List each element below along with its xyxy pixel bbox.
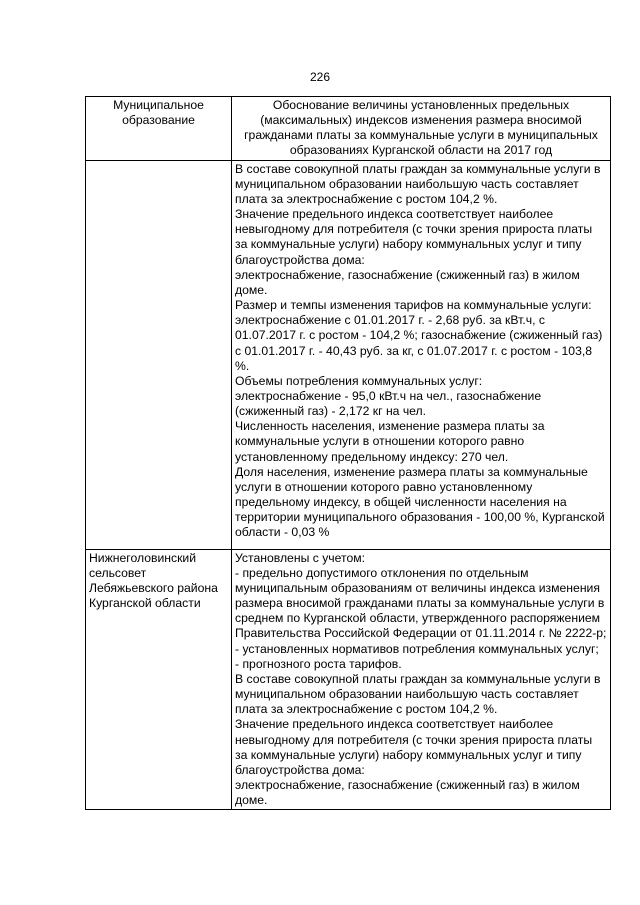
paragraph: - прогнозного роста тарифов. bbox=[235, 656, 402, 671]
paragraph: электроснабжение, газоснабжение (сжиженный газ) в жилом доме. bbox=[235, 267, 580, 297]
paragraph: Установлены с учетом: bbox=[235, 550, 365, 565]
justification-table bbox=[85, 96, 611, 810]
page-number: 226 bbox=[309, 70, 331, 84]
municipality-cell bbox=[86, 160, 232, 549]
paragraph: - предельно допустимого отклонения по отдельным муниципальным образованиям от величины индекса изменения размера вносимой гражданами платы за коммунальные услуги в среднем по Курганской области, утвержденного распоряжением Правительства Российской Федерации от 01.11.2014 г. № 2222-р; bbox=[235, 565, 607, 641]
paragraph: Доля населения, изменение размера платы за коммунальные услуги в отношении которого равно установленному предельному индексу, в общей численности населения на территории муниципального образования - 100,00 %, Курганской области - 0,03 % bbox=[235, 464, 605, 540]
table-row bbox=[86, 160, 611, 549]
table-row bbox=[86, 549, 611, 810]
paragraph: В составе совокупной платы граждан за коммунальные услуги в муниципальном образовании наибольшую часть составляет плата за электроснабжение с ростом 104,2 %. bbox=[235, 161, 601, 206]
paragraph: Размер и темпы изменения тарифов на коммунальные услуги: bbox=[235, 298, 592, 313]
justification-cell bbox=[232, 549, 611, 810]
justification-cell bbox=[232, 160, 611, 549]
paragraph: Численность населения, изменение размера платы за коммунальные услуги в отношении которого равно установленному предельному индексу: 270 чел. bbox=[235, 419, 545, 464]
paragraph: Значение предельного индекса соответствует наиболее невыгодному для потребителя (с точки зрения прироста платы за коммунальные услуги) набору коммунальных услуг и типу благоустройства дома: bbox=[235, 717, 593, 777]
paragraph: В составе совокупной платы граждан за коммунальные услуги в муниципальном образовании наибольшую часть составляет плата за электроснабжение с ростом 104,2 %. bbox=[235, 671, 601, 717]
paragraph: Значение предельного индекса соответствует наиболее невыгодному для потребителя (с точки зрения прироста платы за коммунальные услуги) набору коммунальных услуг и типу благоустройства дома: bbox=[235, 207, 593, 267]
municipality-cell: Нижнеголовинский сельсовет Лебяжьевского района Курганской области bbox=[86, 549, 232, 810]
header-municipality: Муниципальное образование bbox=[86, 97, 232, 161]
header-justification: Обоснование величины установленных предельных (максимальных) индексов изменения размера вносимой гражданами платы за коммунальные услуги в муниципальных образованиях Курганской области на 2017 год bbox=[232, 97, 611, 161]
paragraph: - установленных нормативов потребления коммунальных услуг; bbox=[235, 641, 599, 656]
paragraph: Объемы потребления коммунальных услуг: bbox=[235, 373, 483, 388]
paragraph: электроснабжение с 01.01.2017 г. - 2,68 руб. за кВт.ч, с 01.07.2017 г. с ростом - 104,2 %; газоснабжение (сжиженный газ) с 01.01.2017 г. - 40,43 руб. за кг, с 01.07.2017 г. с ростом - 103,8 %. bbox=[235, 313, 603, 373]
table-header-row bbox=[86, 97, 611, 161]
paragraph: электроснабжение - 95,0 кВт.ч на чел., газоснабжение (сжиженный газ) - 2,172 кг на чел. bbox=[235, 388, 542, 419]
paragraph: электроснабжение, газоснабжение (сжиженный газ) в жилом доме. bbox=[235, 777, 580, 808]
